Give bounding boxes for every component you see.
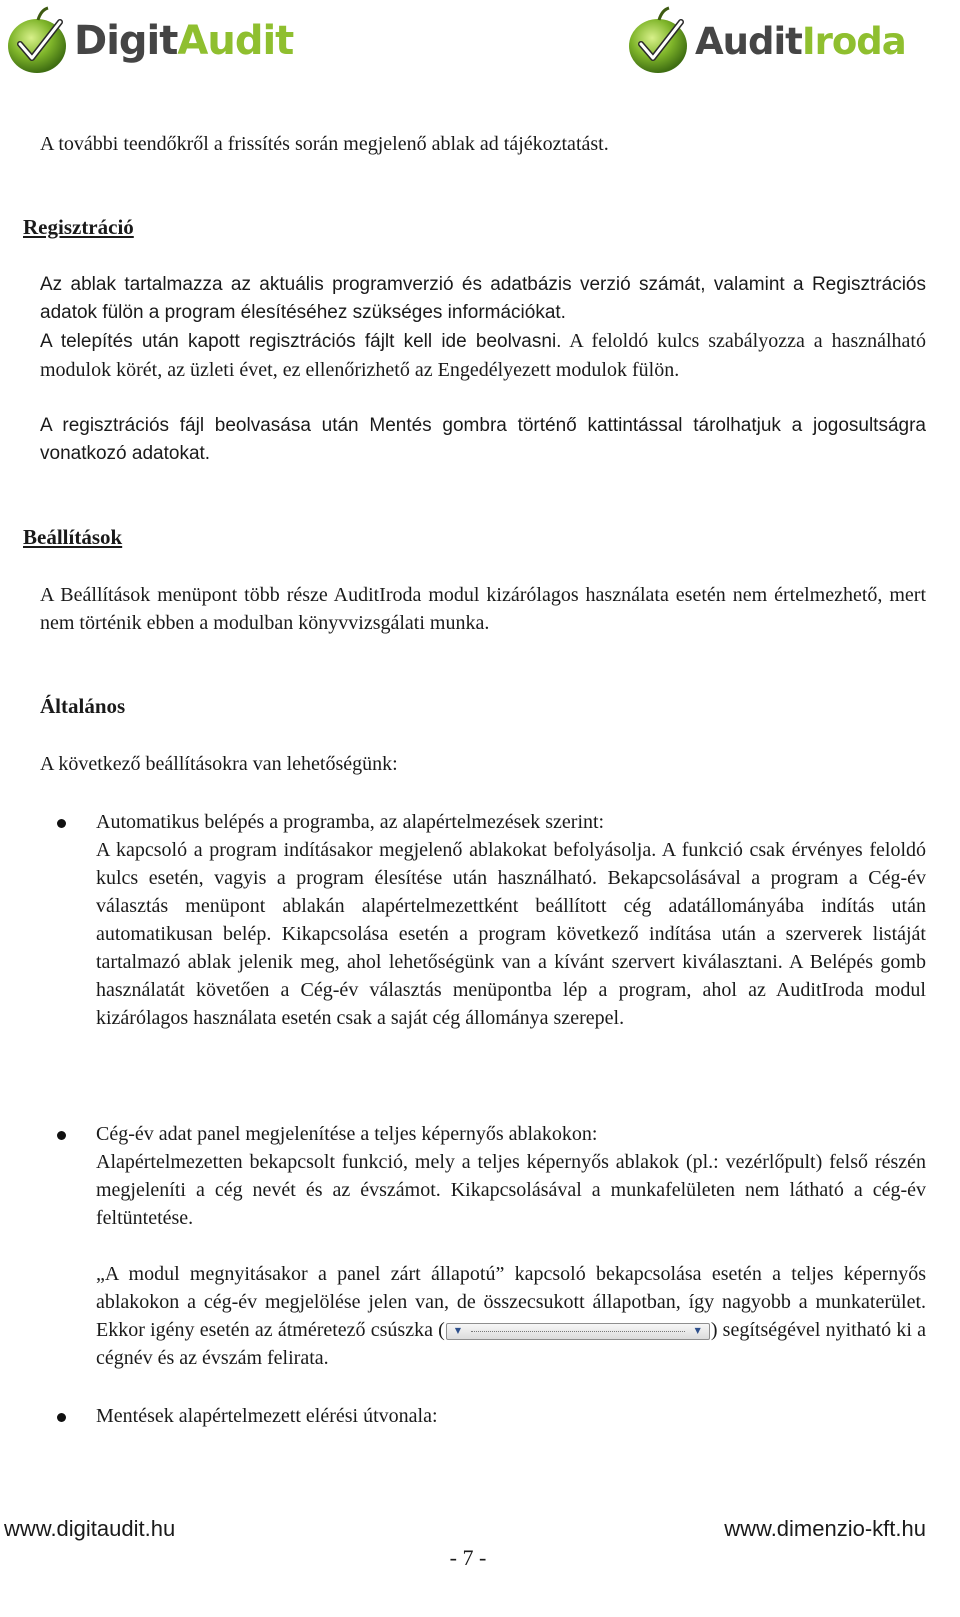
resize-slider[interactable] — [446, 1323, 710, 1340]
list-item-title: Automatikus belépés a programba, az alapértelmezések szerint: — [96, 811, 605, 833]
chevron-down-icon: ▼ — [694, 1325, 701, 1335]
footer-left-url[interactable]: www.digitaudit.hu — [4, 1516, 176, 1541]
auditiroda-logo — [625, 4, 906, 78]
bullet-dot — [57, 819, 66, 828]
settings-heading: Beállítások — [23, 525, 123, 549]
registration-heading: Regisztráció — [23, 215, 134, 239]
intro-paragraph: A további teendőkről a frissítés során megjelenő ablak ad tájékoztatást. — [40, 133, 609, 155]
bullet-dot — [57, 1131, 66, 1140]
list-item — [96, 808, 926, 1032]
digitaudit-logo-text: DigitAudit — [74, 18, 294, 64]
list-item-extra: „A modul megnyitásakor a panel zárt állapotú” kapcsoló bekapcsolása esetén a teljes képernyős ablakokon a cég-év megjelölése jelen van, de összecsukott állapotban, így nagyobb a munkaterület. Ekkor igény esetén az átméretező csúszka ( ▼ ▼ ) segítségével nyitható ki a cégnév és az évszám felirata. — [96, 1263, 926, 1369]
chevron-down-icon: ▼ — [454, 1325, 461, 1335]
list-item-body: A kapcsoló a program indításakor megjelenő ablakokat befolyásolja. A funkció csak érvényes feloldó kulcs esetén, vagyis a program élesítése után használható. Bekapcsolásával a program a Cég-év választás menüpont ablakán alapértelmezettként beállított cég adatállományába indítás után automatikusan belép. Kikapcsolása esetén a program következő indítása után a szerverek listáját tartalmazó ablak jelenik meg, ahol lehetőségünk van a kívánt szervert kiválasztani. A Belépés gomb használatát követően a Cég-év választás menüpontba lép a program, ahol az AuditIroda modul kizárólagos használata esetén csak a saját cég állománya szerepel. — [96, 839, 926, 1029]
list-item — [96, 1120, 926, 1232]
auditiroda-logo-text: AuditIroda — [695, 19, 906, 63]
general-heading: Általános — [40, 694, 126, 718]
slider-dots — [471, 1331, 685, 1332]
registration-paragraph-3: A regisztrációs fájl beolvasása után Mentés gombra történő kattintással tárolhatjuk a jogosultságra vonatkozó adatokat. — [40, 415, 926, 464]
digitaudit-logo — [4, 4, 293, 78]
checkmark-apple-icon — [4, 6, 70, 76]
bullet-dot — [57, 1413, 66, 1422]
checkmark-apple-icon — [625, 6, 691, 76]
list-item-title: Cég-év adat panel megjelenítése a teljes képernyős ablakokon: — [96, 1123, 598, 1145]
list-item — [96, 1402, 926, 1430]
general-intro: A következő beállításokra van lehetőségünk: — [40, 753, 398, 775]
settings-paragraph: A Beállítások menüpont több része AuditIroda modul kizárólagos használata esetén nem értelmezhető, mert nem történik ebben a modulban könyvvizsgálati munka. — [40, 584, 926, 634]
registration-paragraph-2 — [40, 327, 926, 384]
page-number: - 7 - — [449, 1545, 487, 1570]
registration-paragraph-1: Az ablak tartalmazza az aktuális programverzió és adatbázis verzió számát, valamint a Regisztrációs adatok fülön a program élesítéséhez szükséges információkat. — [40, 274, 926, 323]
list-item-title: Mentések alapértelmezett elérési útvonala: — [96, 1405, 438, 1427]
list-item-body: Alapértelmezetten bekapcsolt funkció, mely a teljes képernyős ablakok (pl.: vezérlőpult) felső részén megjeleníti a cég nevét és az évszámot. Kikapcsolásával a munkafelületen nem látható a cég-év feltüntetése. — [96, 1151, 926, 1229]
footer-right-url[interactable]: www.dimenzio-kft.hu — [724, 1516, 926, 1541]
registration-sentence-key: A feloldó kulcs szabályozza a használható modulok körét, az üzleti évet, ez ellenőrizhető az Engedélyezett modulok fülön. — [40, 330, 926, 381]
registration-sentence-file: A telepítés után kapott regisztrációs fájlt kell ide beolvasni. — [40, 331, 562, 352]
